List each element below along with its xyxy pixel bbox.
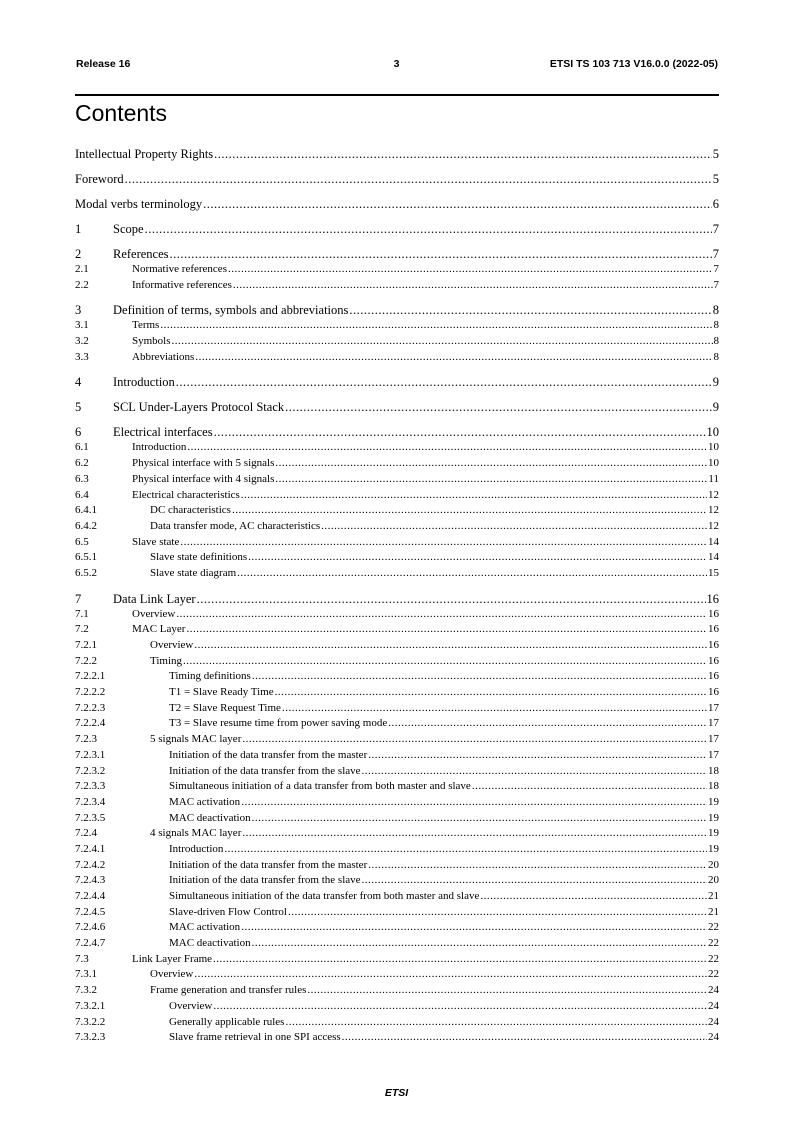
toc-entry[interactable] <box>75 535 719 551</box>
toc-entry-page: 19 <box>708 842 719 855</box>
toc-dot-leader <box>125 171 712 187</box>
toc-entry-page: 17 <box>708 733 719 746</box>
toc-dot-leader <box>183 654 707 670</box>
toc-entry[interactable] <box>75 262 719 278</box>
toc-entry-title: Initiation of the data transfer from the master <box>169 748 368 761</box>
toc-entry-title: Slave state <box>132 535 180 548</box>
toc-entry-number: 5 <box>75 400 82 415</box>
toc-dot-leader <box>275 685 707 701</box>
toc-entry[interactable] <box>75 350 719 366</box>
toc-entry-title: Slave state definitions <box>150 551 248 564</box>
toc-entry-page: 16 <box>708 670 719 683</box>
toc-entry[interactable] <box>75 171 719 187</box>
toc-dot-leader <box>194 967 707 983</box>
toc-entry-title: Initiation of the data transfer from the master <box>169 858 368 871</box>
toc-entry-page: 20 <box>708 874 719 887</box>
toc-dot-leader <box>228 262 713 278</box>
toc-dot-leader <box>252 811 707 827</box>
toc-dot-leader <box>368 858 707 874</box>
toc-entry-number: 7.2.4.6 <box>75 921 106 934</box>
toc-entry-title: Introduction <box>132 441 187 454</box>
toc-entry[interactable] <box>75 550 719 566</box>
toc-dot-leader <box>241 795 707 811</box>
toc-entry-page: 20 <box>708 858 719 871</box>
toc-entry[interactable] <box>75 716 719 732</box>
toc-entry-page: 24 <box>708 999 719 1012</box>
toc-entry-number: 7.1 <box>75 607 89 620</box>
toc-dot-leader <box>285 399 712 415</box>
toc-entry-number: 7.2.4.1 <box>75 842 106 855</box>
toc-entry-page: 19 <box>708 811 719 824</box>
toc-dot-leader <box>187 440 707 456</box>
toc-entry[interactable] <box>75 503 719 519</box>
toc-entry-title: Foreword <box>75 172 124 186</box>
toc-entry[interactable] <box>75 607 719 623</box>
toc-entry-number: 7.2.2.3 <box>75 701 106 714</box>
toc-dot-leader <box>248 550 707 566</box>
toc-dot-leader <box>214 424 706 440</box>
toc-entry-title: Data transfer mode, AC characteristics <box>150 519 321 532</box>
toc-entry-number: 7.2.4.7 <box>75 937 106 950</box>
toc-entry[interactable] <box>75 1015 719 1031</box>
toc-dot-leader <box>388 716 707 732</box>
toc-entry-title: Abbreviations <box>132 350 195 363</box>
toc-dot-leader <box>224 842 707 858</box>
toc-entry-title: MAC activation <box>169 921 241 934</box>
toc-entry-title: SCL Under-Layers Protocol Stack <box>113 400 285 415</box>
toc-entry-number: 2.2 <box>75 278 89 291</box>
toc-entry-number: 7.2.4.4 <box>75 890 106 902</box>
toc-entry-number: 7.2.2 <box>75 654 97 667</box>
toc-dot-leader <box>213 952 707 968</box>
toc-entry-number: 2.1 <box>75 263 89 275</box>
toc-entry-number: 6.4.2 <box>75 519 97 532</box>
toc-entry-page: 10 <box>706 425 719 440</box>
toc-entry-title: Slave-driven Flow Control <box>169 905 287 918</box>
toc-entry[interactable] <box>75 591 719 607</box>
toc-entry[interactable] <box>75 669 719 685</box>
toc-dot-leader <box>349 302 711 318</box>
toc-entry-title: Intellectual Property Rights <box>75 147 214 161</box>
toc-entry-title: Physical interface with 5 signals <box>132 457 275 470</box>
toc-entry-number: 7.2.3.4 <box>75 795 106 808</box>
toc-entry-page: 10 <box>708 441 719 454</box>
toc-entry-page: 22 <box>708 921 719 934</box>
toc-entry-number: 6.3 <box>75 472 89 485</box>
toc-entry[interactable] <box>75 278 719 294</box>
toc-entry-page: 24 <box>708 1031 719 1044</box>
toc-dot-leader <box>362 764 707 780</box>
toc-entry[interactable] <box>75 764 719 780</box>
toc-entry-title: Overview <box>150 968 194 981</box>
toc-entry-number: 7.2.2.1 <box>75 670 106 683</box>
toc-entry-title: Electrical interfaces <box>113 425 213 440</box>
toc-entry-number: 6.5 <box>75 535 89 548</box>
toc-entry-title: T2 = Slave Request Time <box>169 701 281 714</box>
toc-entry[interactable] <box>75 1030 719 1046</box>
toc-entry-page: 22 <box>708 952 719 965</box>
toc-entry[interactable] <box>75 334 719 350</box>
toc-dot-leader <box>170 246 712 262</box>
toc-entry-number: 6.4.1 <box>75 504 97 517</box>
toc-entry[interactable] <box>75 889 719 905</box>
toc-entry-number: 7.3.1 <box>75 968 97 981</box>
toc-entry-page: 15 <box>708 566 719 579</box>
toc-dot-leader <box>160 318 712 334</box>
toc-entry[interactable] <box>75 732 719 748</box>
toc-entry-number: 6.2 <box>75 457 89 470</box>
toc-entry-page: 5 <box>712 172 719 186</box>
page-title: Contents <box>75 100 168 126</box>
toc-entry-page: 24 <box>708 984 719 997</box>
toc-entry-page: 21 <box>708 905 719 918</box>
toc-entry-number: 7.2.3.3 <box>75 780 106 793</box>
toc-entry-title: Simultaneous initiation of a data transfer from both master and slave <box>169 780 471 793</box>
toc-entry-page: 14 <box>708 535 719 548</box>
toc-entry[interactable] <box>75 424 719 440</box>
toc-entry[interactable] <box>75 952 719 968</box>
toc-entry[interactable] <box>75 488 719 504</box>
toc-entry[interactable] <box>75 374 719 390</box>
toc-entry[interactable] <box>75 318 719 334</box>
toc-dot-leader <box>275 456 707 472</box>
toc-entry-number: 7.3.2.2 <box>75 1015 106 1028</box>
toc-dot-leader <box>145 221 712 237</box>
toc-entry-title: References <box>113 247 169 261</box>
toc-entry-title: Physical interface with 4 signals <box>132 472 275 485</box>
toc-dot-leader <box>203 196 712 212</box>
toc-entry-page: 11 <box>708 472 719 485</box>
toc-entry-page: 16 <box>708 639 719 651</box>
toc-dot-leader <box>307 983 707 999</box>
toc-entry-title: Slave state diagram <box>150 566 237 579</box>
toc-entry-title: DC characteristics <box>150 504 231 517</box>
toc-entry-page: 8 <box>713 335 719 348</box>
toc-entry-page: 18 <box>708 780 719 793</box>
toc-entry-page: 17 <box>708 717 719 730</box>
toc-entry-number: 7.2 <box>75 623 89 636</box>
toc-entry-title: T3 = Slave resume time from power saving mode <box>169 717 388 730</box>
toc-entry[interactable] <box>75 701 719 717</box>
toc-entry-page: 22 <box>708 968 719 981</box>
toc-entry-page: 16 <box>708 686 719 699</box>
toc-entry-title: Simultaneous initiation of the data transfer from both master and slave <box>169 890 480 902</box>
toc-dot-leader <box>195 350 712 366</box>
toc-entry[interactable] <box>75 399 719 415</box>
toc-entry-number: 7.2.4.5 <box>75 905 106 918</box>
toc-entry[interactable] <box>75 842 719 858</box>
toc-entry-title: Generally applicable rules <box>169 1015 285 1028</box>
toc-entry[interactable] <box>75 654 719 670</box>
toc-entry-number: 7.2.4.2 <box>75 858 106 871</box>
toc-dot-leader <box>362 873 707 889</box>
toc-entry[interactable] <box>75 246 719 262</box>
toc-entry-title: Normative references <box>132 263 227 275</box>
toc-entry-title: Timing <box>150 654 183 667</box>
toc-entry-number: 7.2.2.4 <box>75 717 106 730</box>
toc-entry[interactable] <box>75 519 719 535</box>
toc-entry-title: MAC Layer <box>132 623 186 636</box>
toc-entry-title: Data Link Layer <box>113 591 196 606</box>
toc-entry-number: 2 <box>75 247 82 261</box>
toc-entry-number: 7.2.2.2 <box>75 686 106 699</box>
toc-entry[interactable] <box>75 622 719 638</box>
toc-entry-title: Modal verbs terminology <box>75 197 203 211</box>
toc-entry-number: 6.5.1 <box>75 551 97 564</box>
toc-dot-leader <box>186 622 707 638</box>
toc-entry[interactable] <box>75 999 719 1015</box>
toc-dot-leader <box>180 535 707 551</box>
toc-entry[interactable] <box>75 779 719 795</box>
toc-dot-leader <box>241 920 707 936</box>
toc-entry-number: 7.2.3 <box>75 733 97 746</box>
toc-entry-title: Informative references <box>132 278 232 291</box>
toc-entry[interactable] <box>75 748 719 764</box>
toc-entry-title: Slave frame retrieval in one SPI access <box>169 1031 341 1044</box>
toc-entry-number: 6.5.2 <box>75 566 97 579</box>
toc-entry-page: 9 <box>712 375 719 390</box>
toc-entry-page: 9 <box>712 400 719 415</box>
toc-entry-title: 5 signals MAC layer <box>150 733 242 746</box>
toc-entry-title: Introduction <box>113 375 175 390</box>
toc-entry-number: 7.3.2.3 <box>75 1031 106 1044</box>
toc-entry-number: 7.3 <box>75 952 89 965</box>
toc-entry[interactable] <box>75 456 719 472</box>
toc-entry-page: 16 <box>708 623 719 636</box>
header-rule <box>75 94 719 96</box>
toc-entry[interactable] <box>75 566 719 582</box>
toc-entry[interactable] <box>75 811 719 827</box>
toc-entry-number: 3.1 <box>75 319 89 332</box>
toc-entry-page: 8 <box>712 303 719 318</box>
toc-dot-leader <box>197 591 706 607</box>
toc-entry-page: 5 <box>712 147 719 161</box>
toc-entry-page: 12 <box>708 504 719 517</box>
toc-entry-page: 8 <box>713 319 719 332</box>
toc-entry-title: T1 = Slave Ready Time <box>169 686 274 699</box>
toc-entry-title: Introduction <box>169 842 224 855</box>
toc-dot-leader <box>472 779 707 795</box>
toc-entry-page: 7 <box>713 278 719 291</box>
toc-entry-number: 7.2.4.3 <box>75 874 106 887</box>
toc-dot-leader <box>342 1030 707 1046</box>
toc-entry[interactable] <box>75 302 719 318</box>
toc-dot-leader <box>176 374 712 390</box>
toc-dot-leader <box>176 607 707 623</box>
toc-entry-page: 6 <box>712 197 719 211</box>
toc-entry-page: 16 <box>708 654 719 667</box>
toc-entry-title: Terms <box>132 319 160 332</box>
toc-dot-leader <box>282 701 707 717</box>
toc-entry-number: 7.3.2.1 <box>75 999 106 1012</box>
toc-entry-title: Overview <box>169 999 213 1012</box>
toc-entry-number: 6.1 <box>75 441 89 454</box>
toc-entry-page: 10 <box>708 457 719 470</box>
toc-dot-leader <box>172 334 713 350</box>
toc-entry-title: Scope <box>113 222 144 236</box>
toc-entry-page: 12 <box>708 488 719 501</box>
toc-entry[interactable] <box>75 196 719 212</box>
toc-entry[interactable] <box>75 440 719 456</box>
toc-entry-title: MAC activation <box>169 795 241 808</box>
toc-entry[interactable] <box>75 221 719 237</box>
toc-dot-leader <box>252 936 707 952</box>
toc-dot-leader <box>242 826 707 842</box>
toc-entry-title: Electrical characteristics <box>132 488 240 501</box>
table-of-contents <box>75 146 719 1046</box>
toc-entry-number: 3 <box>75 303 82 318</box>
toc-entry-page: 22 <box>708 937 719 950</box>
toc-entry-title: MAC deactivation <box>169 811 251 824</box>
toc-dot-leader <box>480 889 707 905</box>
toc-entry-title: Symbols <box>132 335 171 348</box>
toc-entry-number: 7.2.3.1 <box>75 748 106 761</box>
toc-entry-title: MAC deactivation <box>169 937 251 950</box>
footer-etsi: ETSI <box>384 1087 409 1099</box>
toc-entry-number: 3.3 <box>75 350 89 363</box>
toc-dot-leader <box>194 638 707 654</box>
toc-entry-page: 19 <box>708 795 719 808</box>
toc-entry-page: 14 <box>708 551 719 564</box>
toc-dot-leader <box>241 488 707 504</box>
toc-entry-page: 7 <box>713 263 719 275</box>
toc-dot-leader <box>237 566 707 582</box>
toc-dot-leader <box>368 748 707 764</box>
toc-entry-page: 24 <box>708 1015 719 1028</box>
toc-dot-leader <box>242 732 707 748</box>
toc-dot-leader <box>252 669 707 685</box>
toc-entry-title: Link Layer Frame <box>132 952 213 965</box>
toc-entry-number: 6.4 <box>75 488 89 501</box>
toc-entry[interactable] <box>75 858 719 874</box>
toc-entry-title: Overview <box>132 607 176 620</box>
toc-entry-page: 19 <box>708 827 719 840</box>
toc-entry-number: 7.2.3.2 <box>75 764 106 777</box>
toc-entry[interactable] <box>75 936 719 952</box>
header-release: Release 16 <box>76 58 131 70</box>
toc-entry-page: 7 <box>712 247 719 261</box>
toc-entry-page: 17 <box>708 701 719 714</box>
toc-entry[interactable] <box>75 795 719 811</box>
toc-entry-title: Definition of terms, symbols and abbreviations <box>113 303 349 318</box>
toc-entry[interactable] <box>75 472 719 488</box>
toc-dot-leader <box>288 905 707 921</box>
toc-entry-number: 6 <box>75 425 82 440</box>
toc-entry-title: Initiation of the data transfer from the slave <box>169 874 361 887</box>
toc-entry-page: 21 <box>708 890 719 902</box>
toc-entry[interactable] <box>75 920 719 936</box>
toc-dot-leader <box>232 503 707 519</box>
toc-entry[interactable] <box>75 638 719 654</box>
toc-entry-page: 12 <box>708 519 719 532</box>
toc-entry[interactable] <box>75 873 719 889</box>
toc-entry-number: 1 <box>75 222 82 236</box>
toc-dot-leader <box>321 519 707 535</box>
toc-entry-title: Timing definitions <box>169 670 251 683</box>
toc-entry-number: 7.3.2 <box>75 984 97 997</box>
toc-entry-number: 7.2.1 <box>75 639 97 651</box>
toc-entry-number: 7 <box>75 591 82 606</box>
toc-entry-title: Frame generation and transfer rules <box>150 984 307 997</box>
toc-dot-leader <box>213 999 707 1015</box>
toc-entry-number: 4 <box>75 375 82 390</box>
header-page-number: 3 <box>393 58 400 70</box>
toc-entry-number: 3.2 <box>75 335 89 348</box>
toc-entry-title: 4 signals MAC layer <box>150 827 242 840</box>
toc-entry-title: Initiation of the data transfer from the slave <box>169 764 361 777</box>
toc-entry[interactable] <box>75 685 719 701</box>
toc-entry-number: 7.2.3.5 <box>75 811 106 824</box>
toc-entry-page: 16 <box>708 607 719 620</box>
header-document-id: ETSI TS 103 713 V16.0.0 (2022-05) <box>549 58 718 70</box>
toc-entry[interactable] <box>75 905 719 921</box>
toc-entry[interactable] <box>75 967 719 983</box>
toc-entry[interactable] <box>75 146 719 162</box>
toc-dot-leader <box>214 146 712 162</box>
toc-entry-title: Overview <box>150 639 194 651</box>
toc-entry[interactable] <box>75 983 719 999</box>
toc-dot-leader <box>275 472 707 488</box>
toc-entry[interactable] <box>75 826 719 842</box>
toc-entry-number: 7.2.4 <box>75 827 97 840</box>
toc-dot-leader <box>285 1015 707 1031</box>
toc-entry-page: 16 <box>706 591 719 606</box>
toc-entry-page: 17 <box>708 748 719 761</box>
toc-entry-page: 8 <box>713 350 719 363</box>
toc-dot-leader <box>233 278 713 294</box>
toc-entry-page: 18 <box>708 764 719 777</box>
toc-entry-page: 7 <box>712 222 719 236</box>
